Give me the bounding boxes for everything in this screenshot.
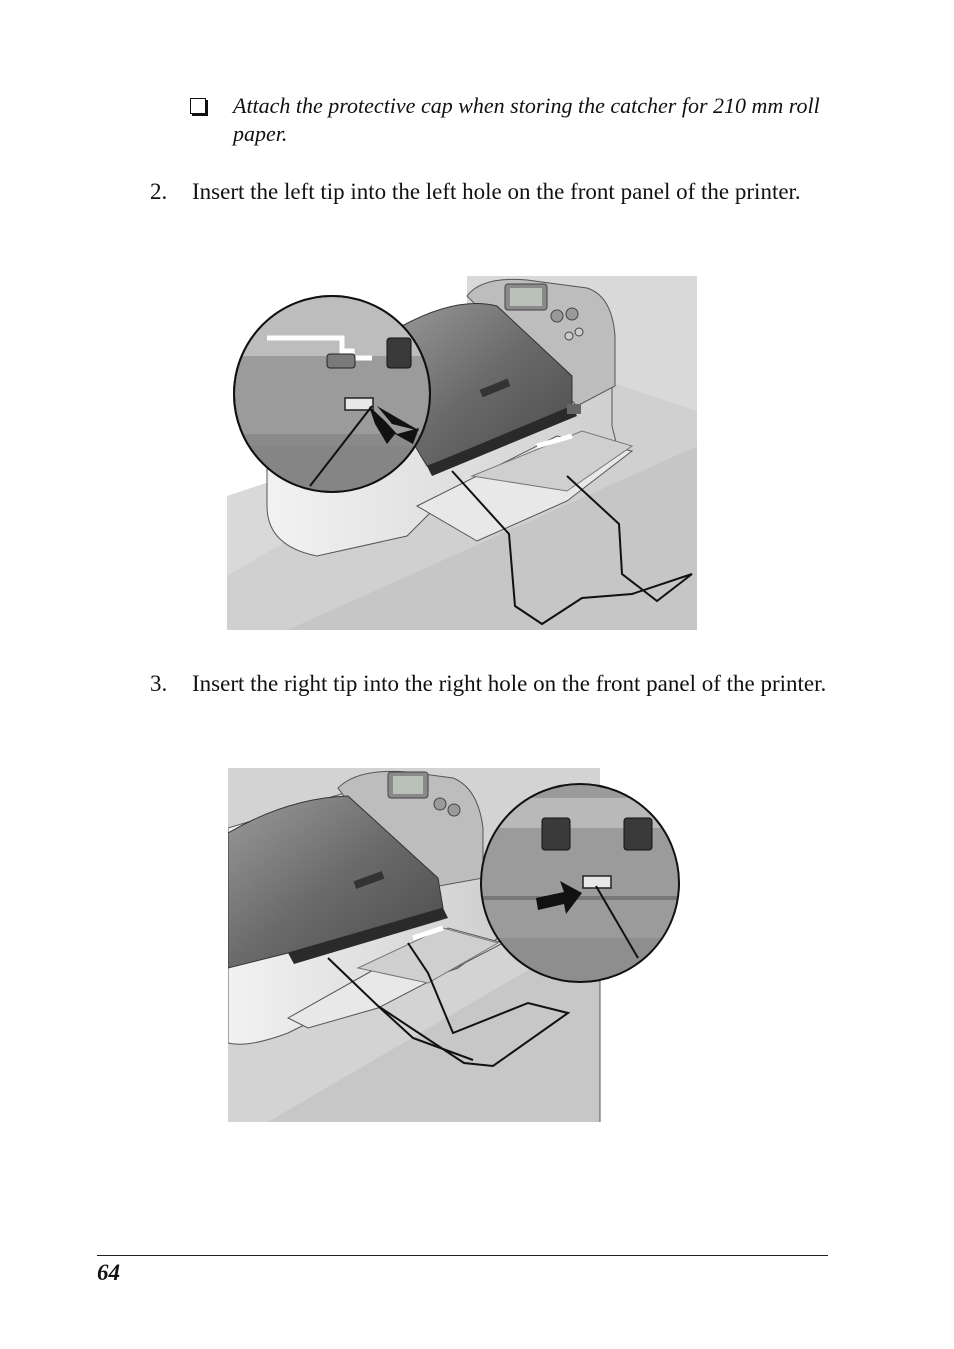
step-number: 3. [150,671,168,696]
step-text: Insert the left tip into the left hole on the front panel of the printer. [192,179,801,204]
page-number: 64 [97,1260,120,1285]
storage-note-text: Attach the protective cap when storing the catcher for 210 mm roll paper. [233,93,820,146]
step-text: Insert the right tip into the right hole on the front panel of the printer. [192,671,827,696]
printer-left-tip-illustration [227,276,697,630]
checkbox-bullet-icon [190,98,206,114]
printer-right-tip-illustration [228,768,684,1122]
storage-note [190,92,840,148]
step-number: 2. [150,179,168,204]
step-2 [150,178,840,206]
step-3 [150,670,840,698]
footer-rule [97,1255,828,1256]
